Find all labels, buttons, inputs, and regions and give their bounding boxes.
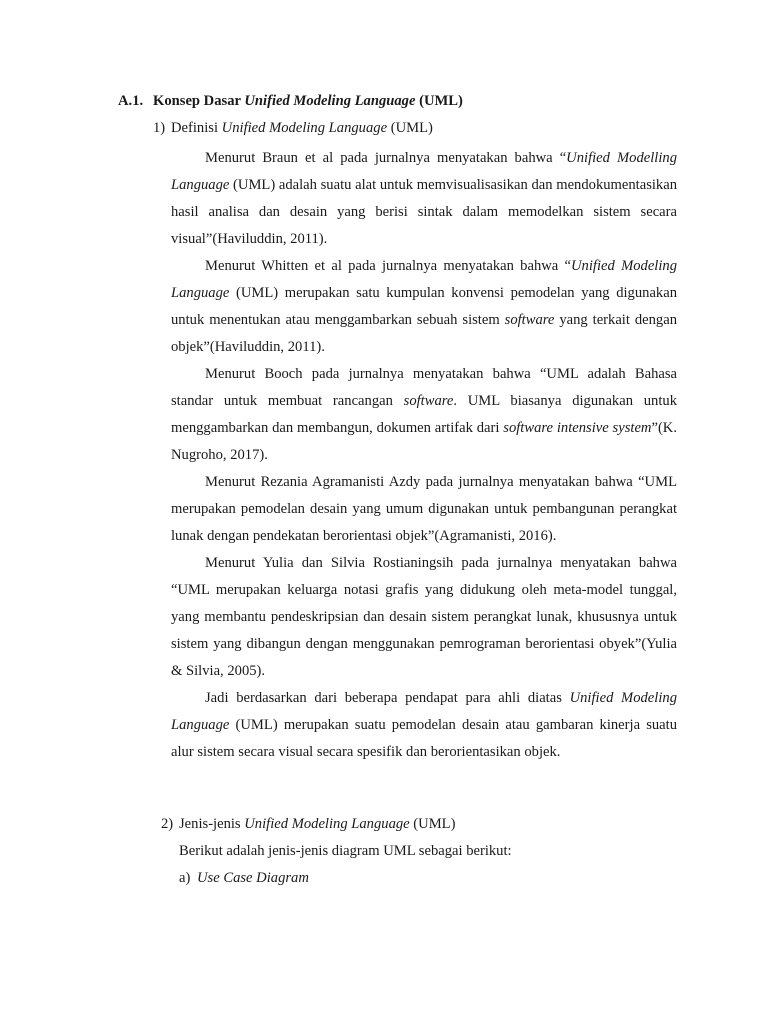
- subsection-1-body: [171, 145, 677, 766]
- paragraph-booch: Menurut Booch pada jurnalnya menyatakan bahwa “UML adalah Bahasa standar untuk membuat rancangan software. UML biasanya digunakan untuk menggambarkan dan membangun, dokumen artifak dari software intensive system”(K. Nugroho, 2017).: [171, 366, 677, 463]
- subsection-1-title: Definisi Unified Modeling Language (UML): [171, 120, 433, 136]
- list-item-text: Use Case Diagram: [197, 870, 309, 886]
- paragraph-whitten: Menurut Whitten et al pada jurnalnya menyatakan bahwa “Unified Modeling Language (UML) merupakan satu kumpulan konvensi pemodelan yang digunakan untuk menentukan atau menggambarkan sebuah sistem software yang terkait dengan objek”(Haviluddin, 2011).: [171, 258, 678, 355]
- subsection-1-heading: [153, 120, 433, 137]
- subsection-2-title: Jenis-jenis Unified Modeling Language (UML): [179, 816, 456, 832]
- list-item-label: a): [179, 870, 191, 886]
- paragraph-braun: Menurut Braun et al pada jurnalnya menyatakan bahwa “Unified Modelling Language (UML) adalah suatu alat untuk memvisualisasikan dan mendokumentasikan hasil analisa dan desain yang berisi sintak dalam memodelkan sistem secara visual”(Haviluddin, 2011).: [171, 150, 677, 247]
- subsection-1-label: 1): [153, 120, 166, 136]
- subsection-2-heading: [161, 816, 455, 833]
- paragraph-conclusion: Jadi berdasarkan dari beberapa pendapat para ahli diatas Unified Modeling Language (UML) merupakan suatu pemodelan desain atau gambaran kinerja suatu alur sistem secara visual secara spesifik dan berorientasikan objek.: [171, 690, 677, 760]
- section-heading: [118, 93, 463, 110]
- subsection-2-label: 2): [161, 816, 174, 832]
- section-number: A.1.: [118, 93, 144, 109]
- section-title: Konsep Dasar Unified Modeling Language (UML): [153, 93, 463, 109]
- list-item-use-case-diagram: [179, 870, 309, 887]
- paragraph-yulia: Menurut Yulia dan Silvia Rostianingsih pada jurnalnya menyatakan bahwa “UML merupakan keluarga notasi grafis yang didukung oleh meta-model tunggal, yang membantu pendeskripsian dan desain sistem perangkat lunak, khususnya untuk sistem yang dibangun dengan menggunakan pemrograman berorientasi obyek”(Yulia & Silvia, 2005).: [171, 555, 677, 679]
- paragraph-rezania: Menurut Rezania Agramanisti Azdy pada jurnalnya menyatakan bahwa “UML merupakan pemodelan desain yang umum digunakan untuk pembangunan perangkat lunak dengan pendekatan berorientasi objek”(Agramanisti, 2016).: [171, 474, 677, 544]
- subsection-2-intro: Berikut adalah jenis-jenis diagram UML sebagai berikut:: [179, 843, 512, 859]
